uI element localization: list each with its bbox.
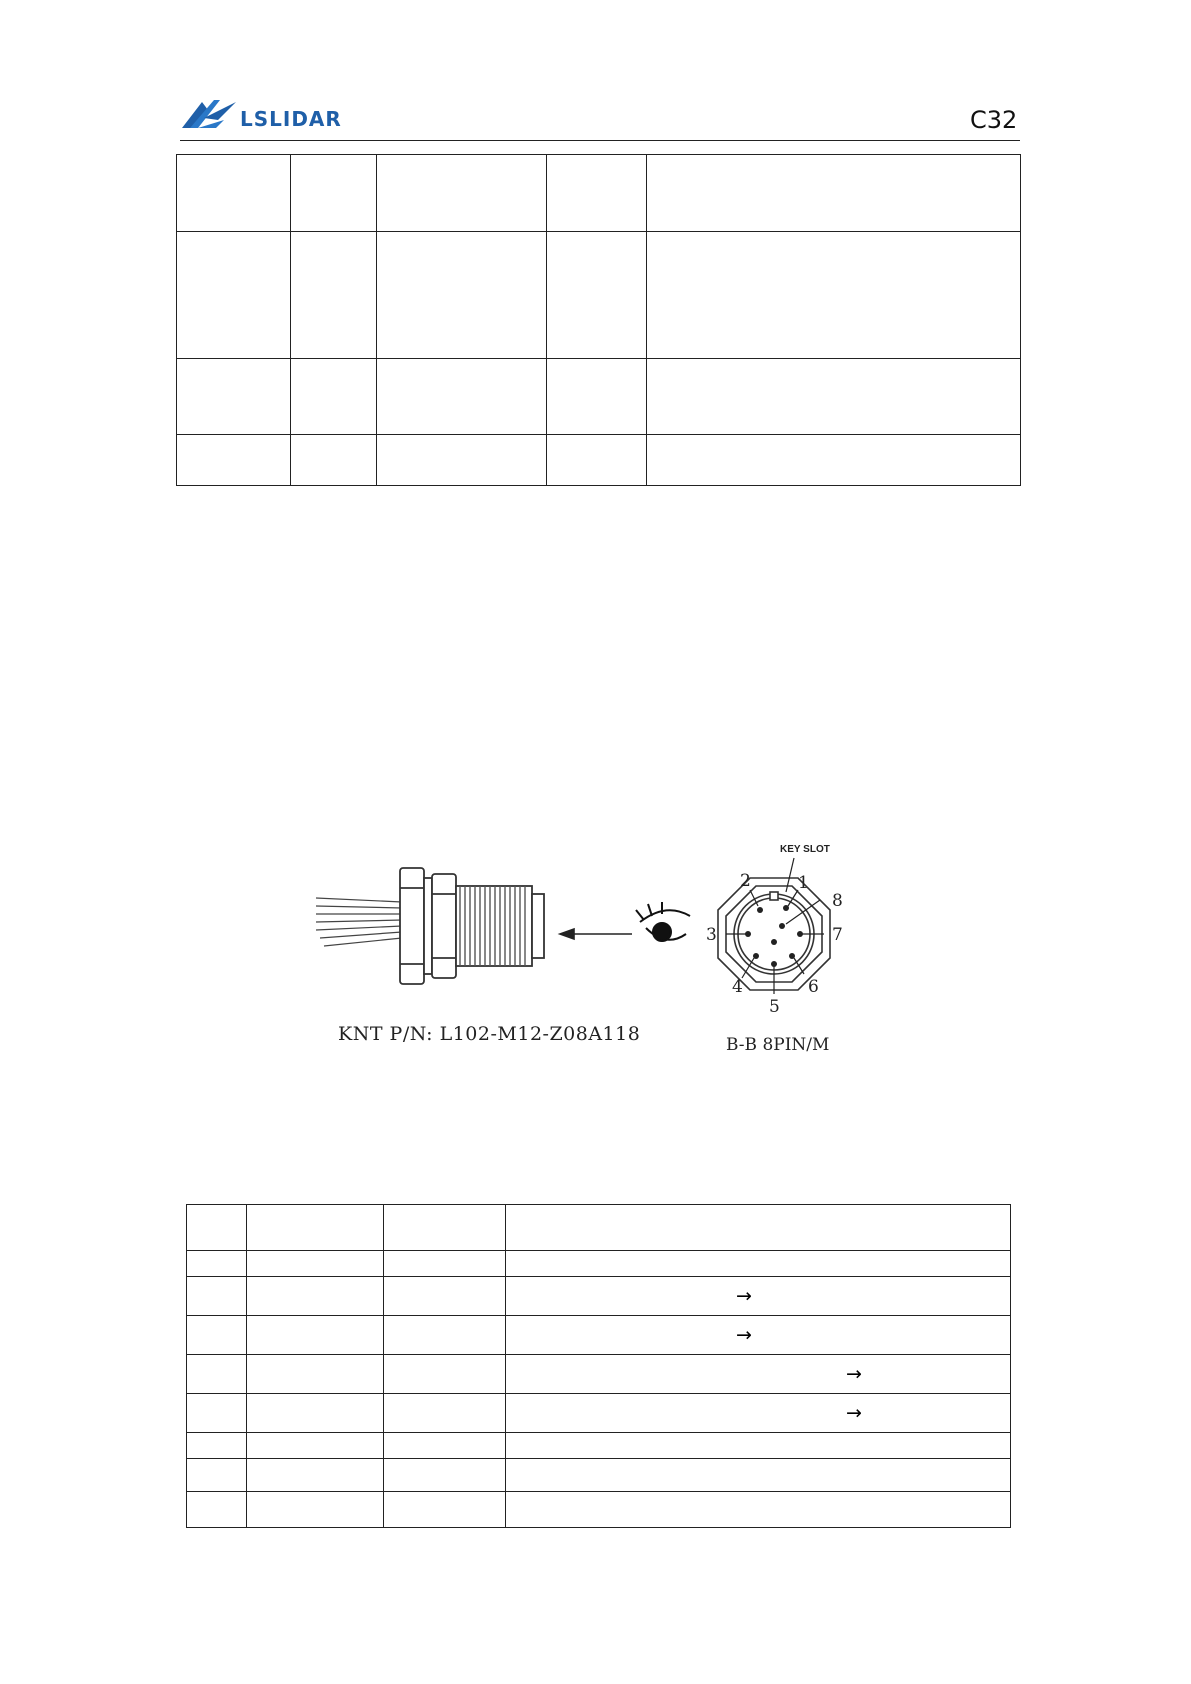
table-cell bbox=[177, 232, 291, 359]
table-cell bbox=[247, 1251, 384, 1277]
model-name: C32 bbox=[970, 106, 1018, 134]
table-cell bbox=[187, 1492, 247, 1528]
table-row bbox=[187, 1394, 1011, 1433]
connector-part-number: KNT P/N: L102-M12-Z08A118 bbox=[338, 1023, 641, 1045]
table-cell bbox=[187, 1277, 247, 1316]
arrow-right-icon: → bbox=[846, 1363, 862, 1385]
table-cell bbox=[247, 1277, 384, 1316]
pin-definition-table bbox=[186, 1204, 1011, 1528]
table-cell bbox=[377, 359, 547, 435]
table-cell bbox=[384, 1205, 506, 1251]
table-cell bbox=[377, 435, 547, 486]
table-cell bbox=[647, 155, 1021, 232]
table-cell bbox=[187, 1205, 247, 1251]
pin-number-4: 4 bbox=[732, 977, 743, 997]
table-row bbox=[177, 155, 1021, 232]
table-row bbox=[187, 1316, 1011, 1355]
table-cell bbox=[247, 1394, 384, 1433]
table-cell bbox=[647, 359, 1021, 435]
pin-dots bbox=[745, 905, 803, 967]
spec-table-top bbox=[176, 154, 1021, 486]
table-cell bbox=[384, 1316, 506, 1355]
table-cell bbox=[187, 1355, 247, 1394]
table-cell bbox=[247, 1459, 384, 1492]
table-cell bbox=[377, 155, 547, 232]
connector-side-view-icon bbox=[400, 868, 544, 984]
table-cell bbox=[187, 1251, 247, 1277]
logo-mark-icon bbox=[182, 100, 236, 128]
logo-wordmark: LSLIDAR bbox=[240, 107, 342, 131]
table-cell bbox=[384, 1394, 506, 1433]
table-cell bbox=[506, 1205, 1011, 1251]
pin-number-6: 6 bbox=[808, 977, 819, 997]
table-cell bbox=[291, 435, 377, 486]
table-row bbox=[187, 1459, 1011, 1492]
table-cell bbox=[647, 435, 1021, 486]
cable-wires-icon bbox=[316, 898, 402, 946]
table-cell bbox=[506, 1394, 1011, 1433]
table-cell bbox=[377, 232, 547, 359]
table-cell bbox=[547, 232, 647, 359]
table-row bbox=[187, 1355, 1011, 1394]
table-row bbox=[187, 1433, 1011, 1459]
table-cell bbox=[384, 1251, 506, 1277]
table-cell bbox=[384, 1492, 506, 1528]
pin-number-5: 5 bbox=[769, 997, 780, 1017]
pin-number-2: 2 bbox=[740, 871, 751, 891]
table-cell bbox=[547, 155, 647, 232]
table-cell bbox=[506, 1459, 1011, 1492]
pinout-caption: B-B 8PIN/M bbox=[726, 1035, 830, 1055]
arrow-right-icon: → bbox=[736, 1324, 752, 1346]
key-slot-label: KEY SLOT bbox=[780, 844, 830, 855]
table-row bbox=[187, 1251, 1011, 1277]
pin-number-1: 1 bbox=[798, 873, 809, 893]
table-cell bbox=[247, 1205, 384, 1251]
table-cell bbox=[291, 155, 377, 232]
table-cell bbox=[187, 1459, 247, 1492]
table-cell bbox=[291, 232, 377, 359]
header-divider bbox=[180, 140, 1020, 141]
table-cell bbox=[384, 1277, 506, 1316]
arrow-right-icon: → bbox=[736, 1285, 752, 1307]
table-cell bbox=[247, 1433, 384, 1459]
table-cell bbox=[247, 1492, 384, 1528]
table-header-row bbox=[187, 1205, 1011, 1251]
table-cell bbox=[506, 1433, 1011, 1459]
table-cell bbox=[506, 1316, 1011, 1355]
table-cell bbox=[187, 1433, 247, 1459]
table-cell bbox=[177, 359, 291, 435]
table-cell bbox=[177, 155, 291, 232]
table-cell bbox=[177, 435, 291, 486]
table-cell bbox=[547, 359, 647, 435]
eye-icon bbox=[636, 902, 690, 941]
table-cell bbox=[647, 232, 1021, 359]
table-cell bbox=[187, 1394, 247, 1433]
table-cell bbox=[384, 1433, 506, 1459]
pin-number-3: 3 bbox=[706, 925, 717, 945]
table-cell bbox=[547, 435, 647, 486]
table-cell bbox=[384, 1459, 506, 1492]
pin-number-7: 7 bbox=[832, 925, 843, 945]
table-cell bbox=[506, 1492, 1011, 1528]
table-row bbox=[177, 232, 1021, 359]
table-row bbox=[177, 359, 1021, 435]
table-cell bbox=[291, 359, 377, 435]
lslidar-logo bbox=[180, 96, 350, 136]
table-row bbox=[177, 435, 1021, 486]
table-cell bbox=[384, 1355, 506, 1394]
table-cell bbox=[187, 1316, 247, 1355]
table-cell bbox=[506, 1277, 1011, 1316]
arrow-right-icon: → bbox=[846, 1402, 862, 1424]
pin-number-8: 8 bbox=[832, 891, 843, 911]
table-cell bbox=[506, 1251, 1011, 1277]
arrow-left-icon bbox=[560, 929, 632, 939]
table-cell bbox=[247, 1355, 384, 1394]
table-row bbox=[187, 1492, 1011, 1528]
table-cell bbox=[506, 1355, 1011, 1394]
table-cell bbox=[247, 1316, 384, 1355]
table-row bbox=[187, 1277, 1011, 1316]
connector-figure bbox=[310, 838, 890, 1058]
